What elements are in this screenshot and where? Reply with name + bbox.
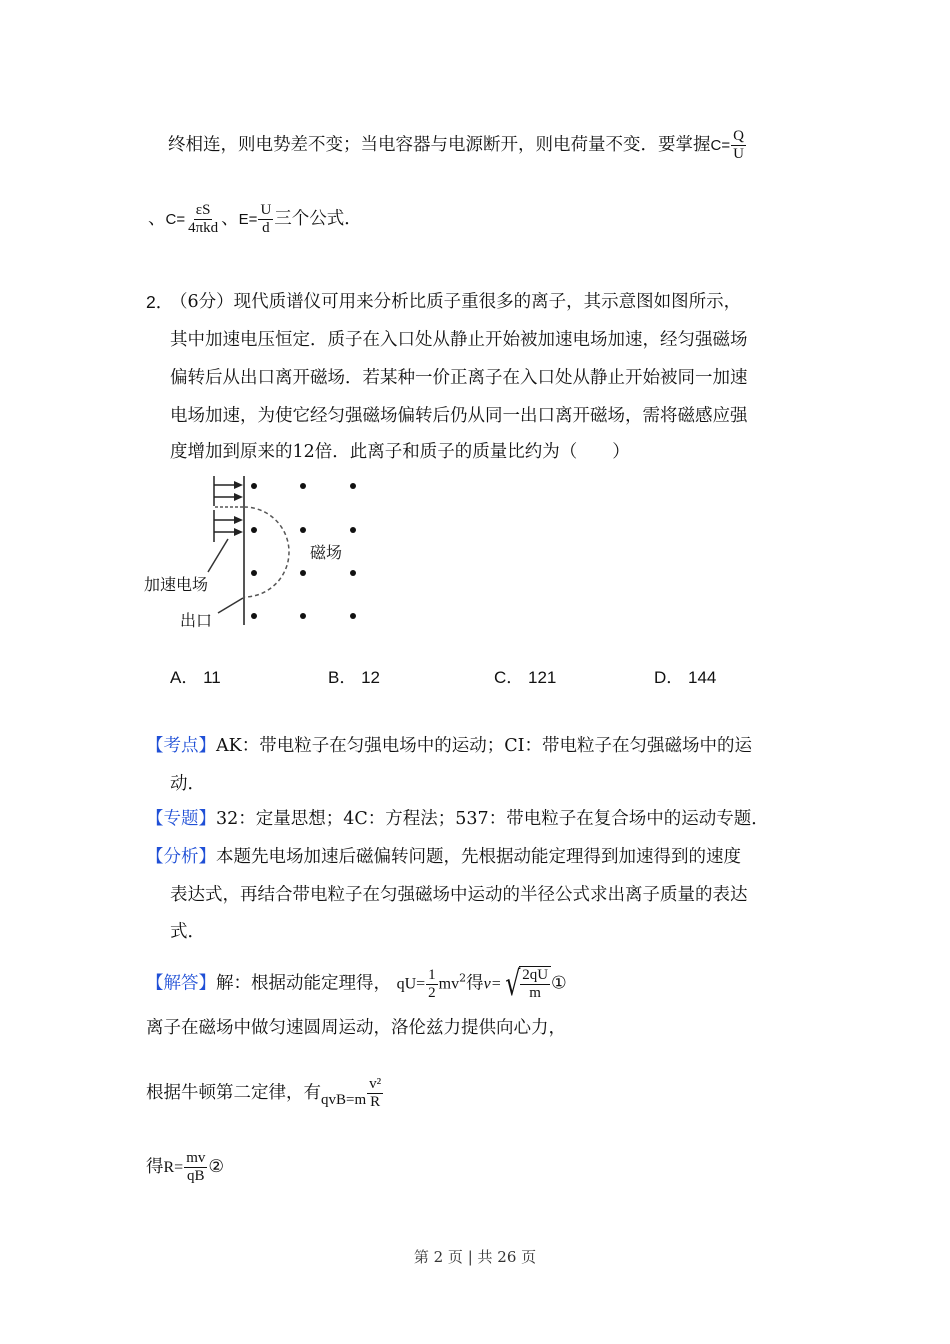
- question-line-3: 偏转后从出口离开磁场．若某种一价正离子在入口处从静止开始被同一加速: [170, 368, 748, 388]
- kaodian-line2: 动．: [170, 774, 205, 794]
- question-line-4: 电场加速，为使它经匀强磁场偏转后仍从同一出口离开磁场，需将磁感应强: [170, 406, 748, 426]
- label-exit: 出口: [180, 611, 213, 630]
- option-b[interactable]: B． 12: [328, 668, 380, 687]
- formula-capacitance: $\frac{\varepsilon S}{\text{4πkd}}$: [188, 202, 219, 236]
- formula-c-lhs: C=: [710, 137, 731, 154]
- newton-line: 根据牛顿第二定律，有qvB=m $\frac{\text{v²}}{R}$: [146, 1076, 382, 1110]
- label-magnetic-field: 磁场: [310, 543, 343, 562]
- radius-line: 得R= $\frac{mv}{qB}$ ②: [146, 1150, 225, 1184]
- fraction-one-half: $\frac{1}{2}$: [428, 966, 436, 1001]
- fenxi-line3: 式．: [170, 922, 205, 942]
- question-line-1: （6分）现代质谱仪可用来分析比质子重很多的离子，其示意图如图所示，: [170, 292, 742, 312]
- diagram-graphic: [140, 470, 380, 630]
- fraction-mv-over-qb: $\frac{mv}{qB}$: [186, 1150, 206, 1184]
- fenxi-label: 【分析】: [146, 847, 216, 867]
- mass-spectrometer-diagram: [140, 470, 380, 630]
- fenxi-line2: 表达式，再结合带电粒子在匀强磁场中运动的半径公式求出离子质量的表达: [170, 885, 748, 905]
- fraction-v2-over-r: $\frac{\text{v²}}{R}$: [369, 1076, 382, 1110]
- label-accelerating-field: 加速电场: [144, 575, 209, 594]
- formula-c-q-over-u: $\frac{Q}{U}$: [733, 128, 744, 162]
- circular-motion-line: 离子在磁场中做匀速圆周运动，洛伦兹力提供向心力，: [146, 1018, 566, 1038]
- zhuanti-label: 【专题】: [146, 809, 216, 829]
- option-d[interactable]: D． 144: [654, 668, 717, 687]
- jieda-line: 【解答】解：根据动能定理得， qU= $\frac{1}{2}$ $mv^2$得v= √ $\frac{2qU}{m}$ ①: [146, 964, 567, 1004]
- question-line-2: 其中加速电压恒定．质子在入口处从静止开始被加速电场加速，经匀强磁场: [170, 330, 748, 350]
- kaodian-line1: 【考点】AK：带电粒子在匀强电场中的运动；CI：带电粒子在匀强磁场中的运: [146, 736, 753, 756]
- question-number: 2．: [146, 292, 174, 312]
- sqrt-icon: √: [504, 964, 520, 1004]
- question-line-5: 度增加到原来的12倍．此离子和质子的质量比约为（ ）: [170, 442, 630, 462]
- formula-field: $\frac{U}{d}$: [260, 202, 272, 236]
- option-a[interactable]: A． 11: [170, 668, 221, 687]
- prev-text: 终相连，则电势差不变；当电容器与电源断开，则电荷量不变．要掌握: [168, 135, 711, 155]
- prev-explanation-line2: 、C= $\frac{\varepsilon S}{\text{4πkd}}$ 、E= $\frac{U}{d}$ 三个公式．: [148, 202, 362, 236]
- fenxi-line1: 【分析】本题先电场加速后磁偏转问题，先根据动能定理得到加速得到的速度: [146, 847, 741, 867]
- sqrt-expression: √ $\frac{2qU}{m}$: [502, 966, 552, 1002]
- option-c[interactable]: C． 121: [494, 668, 557, 687]
- page-footer: 第 2 页 | 共 26 页: [413, 1248, 537, 1266]
- kaodian-label: 【考点】: [146, 736, 216, 756]
- zhuanti-line: 【专题】32：定量思想；4C：方程法；537：带电粒子在复合场中的运动专题．: [146, 809, 769, 829]
- prev-explanation-line1: [168, 128, 747, 163]
- jieda-label: 【解答】: [146, 973, 216, 994]
